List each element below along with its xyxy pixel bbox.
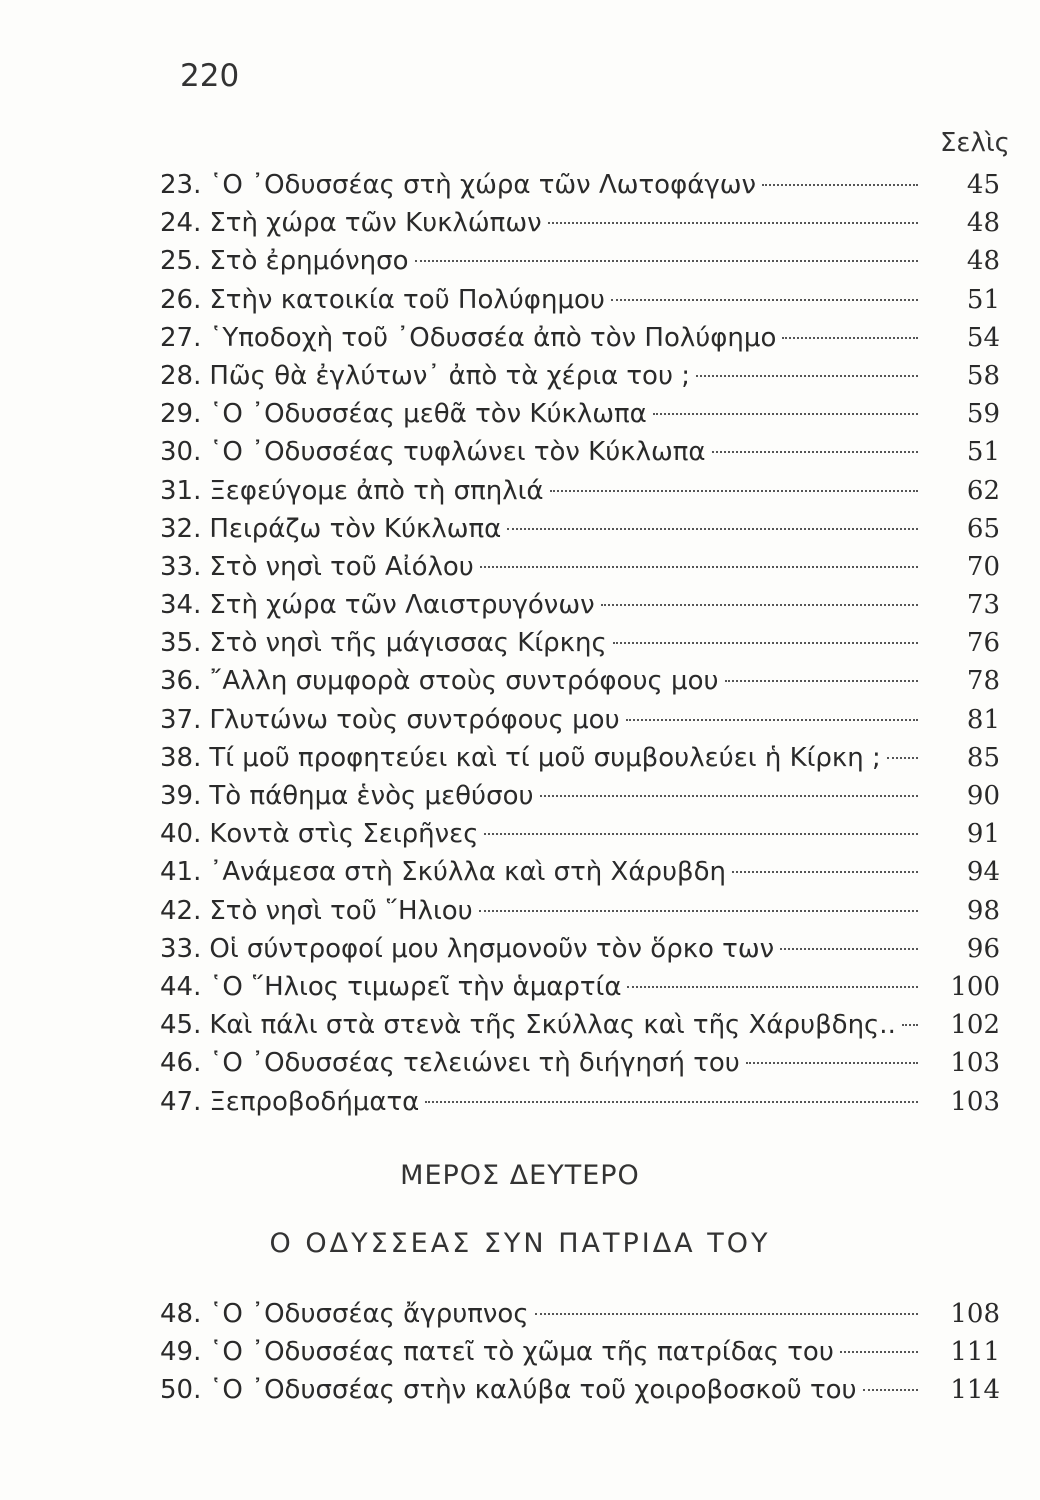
toc-entry-page: 94 [966,857,1000,888]
toc-entry-number: 36. [160,666,202,697]
toc-entry-page: 114 [950,1375,1000,1406]
toc-entry-title: Τὸ πάθημα ἑνὸς μεθύσου [209,781,534,811]
toc-entry-title: ῎Αλλη συμφορὰ στοὺς συντρόφους μου [209,666,719,697]
toc-entry-title: Στὴ χώρα τῶν Κυκλώπων [209,208,542,239]
toc-entry [160,1006,1000,1044]
toc-part-one [160,166,1000,1121]
toc-part-two [160,1295,1000,1410]
toc-entry-title: Καὶ πάλι στὰ στενὰ τῆς Σκύλλας καὶ τῆς Χάρυβδης.. [209,1010,896,1041]
toc-entry-page: 62 [966,475,1000,506]
dot-leader [653,413,918,415]
toc-entry [160,1044,1000,1082]
dot-leader [540,795,918,797]
toc-entry-page: 48 [966,246,1000,277]
toc-entry-title: ῾Ο ᾿Οδυσσέας τυφλώνει τὸν Κύκλωπα [209,437,706,468]
toc-entry-page: 58 [966,360,1000,391]
toc-entry [160,472,1000,510]
dot-leader [535,1313,918,1315]
toc-entry-number: 24. [160,208,202,239]
toc-entry-number: 49. [160,1337,202,1368]
toc-entry-page: 51 [966,437,1000,468]
toc-entry-title: ῾Ο ῞Ηλιος τιμωρεῖ τὴν ἁμαρτία [209,971,622,1002]
toc-entry-page: 70 [966,551,1000,582]
dot-leader [902,1024,918,1026]
toc-entry [160,1083,1000,1121]
toc-entry-page: 103 [950,1086,1000,1117]
toc-entry [160,624,1000,662]
toc-entry-page: 103 [950,1048,1000,1079]
toc-entry [160,968,1000,1006]
dot-leader [601,604,918,606]
toc-entry-title: Οἱ σύντροφοί μου λησμονοῦν τὸν ὅρκο των [209,933,775,964]
dot-leader [696,375,918,377]
part-subheading: Ο ΟΔΥΣΣΕΑΣ ΣΥΝ ΠΑΤΡΙΔΑ ΤΟΥ [269,1228,771,1259]
toc-entry-title: Πῶς θὰ ἐγλύτων᾿ ἀπὸ τὰ χέρια του ; [209,360,691,391]
toc-entry-page: 111 [950,1337,1000,1368]
toc-entry-number: 40. [160,819,202,850]
dot-leader [732,871,918,873]
toc-entry-title: ῾Υποδοχὴ τοῦ ᾿Οδυσσέα ἀπὸ τὸν Πολύφημο [209,322,777,353]
toc-entry-title: ῾Ο ᾿Οδυσσέας μεθᾶ τὸν Κύκλωπα [209,399,647,430]
toc-entry [160,1333,1000,1371]
toc-entry-title: Τί μοῦ προφητεύει καὶ τί μοῦ συμβουλεύει ἡ Κίρκη ; [209,742,881,773]
toc-entry [160,739,1000,777]
toc-entry-number: 34. [160,590,202,621]
toc-entry-number: 37. [160,704,202,735]
toc-entry-title: ῾Ο ᾿Οδυσσέας στὴ χώρα τῶν Λωτοφάγων [209,170,757,200]
toc-entry-page: 59 [966,399,1000,430]
dot-leader [780,948,918,950]
dot-leader [479,910,918,912]
toc-entry-number: 33. [160,933,202,964]
toc-entry-number: 33. [160,551,202,582]
dot-leader [548,222,918,224]
dot-leader [611,299,918,301]
toc-entry-number: 47. [160,1086,202,1117]
toc-entry-page: 76 [966,628,1000,659]
toc-entry [160,548,1000,586]
dot-leader [627,986,918,988]
toc-entry-title: Στὴν κατοικία τοῦ Πολύφημου [209,284,605,315]
dot-leader [725,680,918,682]
toc-entry-title: Ξεπροβοδήματα [209,1086,420,1117]
toc-entry-number: 38. [160,742,202,773]
dot-leader [484,833,918,835]
toc-entry-page: 65 [966,513,1000,544]
toc-entry-page: 45 [966,170,1000,200]
dot-leader [626,719,918,721]
toc-entry-number: 32. [160,513,202,544]
toc-entry [160,357,1000,395]
dot-leader [480,566,918,568]
toc-entry [160,204,1000,242]
toc-entry [160,586,1000,624]
page-column-header: Σελὶς [940,128,1010,158]
toc-entry-page: 73 [966,590,1000,621]
toc-entry-page: 91 [966,819,1000,850]
dot-leader [782,337,918,339]
toc-entry-title: Κοντὰ στὶς Σειρῆνες [209,819,479,850]
toc-entry-number: 27. [160,322,202,353]
toc-entry [160,662,1000,700]
toc-entry-number: 46. [160,1048,202,1079]
toc-entry [160,1371,1000,1409]
toc-entry [160,1295,1000,1333]
toc-entry [160,892,1000,930]
toc-entry [160,433,1000,471]
dot-leader [746,1062,918,1064]
toc-entry-title: ῾Ο ᾿Οδυσσέας στὴν καλύβα τοῦ χοιροβοσκοῦ του [209,1375,857,1406]
toc-entry-number: 26. [160,284,202,315]
toc-entry [160,510,1000,548]
toc-entry-title: Στὸ νησὶ τῆς μάγισσας Κίρκης [209,628,607,659]
dot-leader [840,1351,918,1353]
toc-entry-page: 98 [966,895,1000,926]
toc-entry-number: 44. [160,971,202,1002]
part-heading: ΜΕΡΟΣ ΔΕΥΤΕΡΟ [400,1160,640,1191]
toc-entry [160,281,1000,319]
toc-entry [160,319,1000,357]
toc-entry-number: 30. [160,437,202,468]
toc-entry-page: 96 [966,933,1000,964]
toc-entry-number: 50. [160,1375,202,1406]
dot-leader [507,528,918,530]
toc-entry-page: 78 [966,666,1000,697]
toc-entry-number: 23. [160,170,202,200]
toc-entry [160,242,1000,280]
toc-entry-page: 81 [966,704,1000,735]
toc-entry-page: 102 [950,1010,1000,1041]
toc-entry-page: 54 [966,322,1000,353]
dot-leader [613,642,918,644]
toc-entry [160,777,1000,815]
toc-entry-title: Στὸ νησὶ τοῦ ῞Ηλιου [209,895,473,926]
toc-entry-title: Στὸ νησὶ τοῦ Αἰόλου [209,551,474,582]
toc-entry [160,930,1000,968]
toc-entry-page: 48 [966,208,1000,239]
toc-entry [160,701,1000,739]
toc-entry-page: 100 [950,971,1000,1002]
toc-entry-page: 90 [966,781,1000,811]
toc-entry [160,166,1000,204]
dot-leader [415,260,919,262]
toc-entry-number: 28. [160,360,202,391]
dot-leader [887,757,918,759]
toc-entry-title: Πειράζω τὸν Κύκλωπα [209,513,502,544]
page-number: 220 [180,58,240,94]
dot-leader [863,1389,918,1391]
toc-entry [160,395,1000,433]
toc-entry-number: 39. [160,781,202,811]
toc-entry-page: 85 [966,742,1000,773]
toc-entry-title: ᾿Ανάμεσα στὴ Σκύλλα καὶ στὴ Χάρυβδη [209,857,727,888]
toc-entry-number: 31. [160,475,202,506]
toc-entry [160,815,1000,853]
dot-leader [762,184,918,186]
toc-entry-number: 48. [160,1299,202,1329]
toc-entry-title: Γλυτώνω τοὺς συντρόφους μου [209,704,620,735]
toc-entry-title: ῾Ο ᾿Οδυσσέας πατεῖ τὸ χῶμα τῆς πατρίδας του [209,1337,834,1368]
toc-entry-title: ῾Ο ᾿Οδυσσέας τελειώνει τὴ διήγησή του [209,1048,740,1079]
toc-entry-number: 25. [160,246,202,277]
toc-entry-number: 35. [160,628,202,659]
toc-entry-number: 42. [160,895,202,926]
dot-leader [550,490,918,492]
toc-entry-title: Στὸ ἐρημόνησο [209,246,409,277]
dot-leader [425,1101,918,1103]
toc-entry-title: ῾Ο ᾿Οδυσσέας ἄγρυπνος [209,1299,529,1329]
toc-entry-title: Στὴ χώρα τῶν Λαιστρυγόνων [209,590,595,621]
toc-entry-page: 51 [966,284,1000,315]
dot-leader [712,451,918,453]
toc-entry [160,853,1000,891]
toc-entry-number: 29. [160,399,202,430]
toc-entry-number: 45. [160,1010,202,1041]
toc-entry-page: 108 [950,1299,1000,1329]
toc-entry-number: 41. [160,857,202,888]
toc-entry-title: Ξεφεύγομε ἀπὸ τὴ σπηλιά [209,475,544,506]
